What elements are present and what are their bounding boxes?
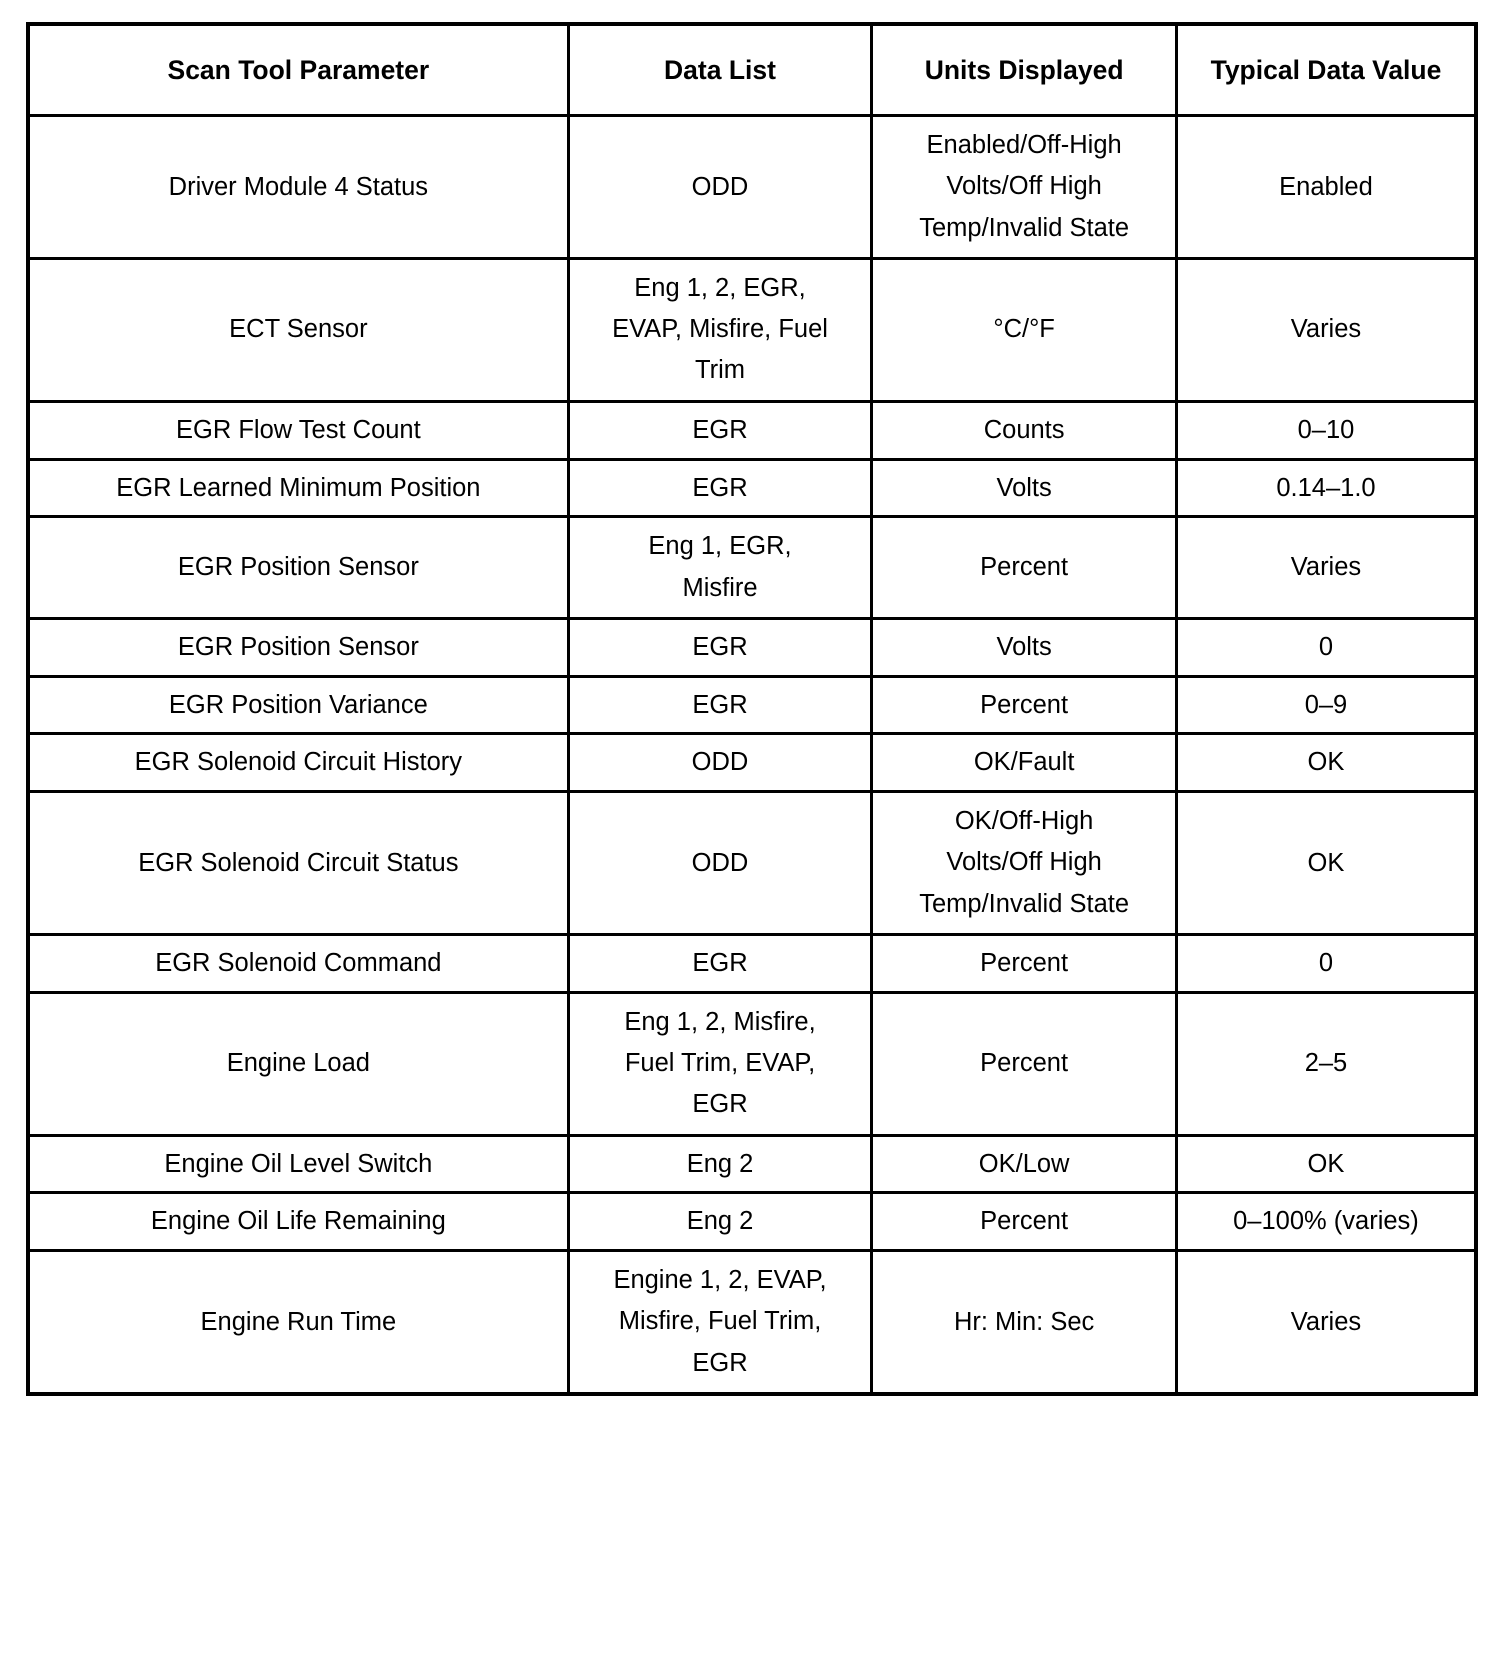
cell-units-displayed bbox=[872, 618, 1177, 676]
table-row bbox=[28, 459, 1476, 517]
cell-text: EGR Position Sensor bbox=[177, 632, 419, 661]
cell-typical-data-value bbox=[1176, 1135, 1476, 1193]
cell-data-list bbox=[568, 258, 872, 401]
cell-data-list bbox=[568, 792, 872, 935]
cell-text: Engine Load bbox=[226, 1049, 370, 1078]
cell-units-displayed bbox=[872, 676, 1177, 734]
cell-line: Misfire bbox=[682, 573, 758, 602]
cell-text: EGR bbox=[692, 949, 748, 978]
cell-units-displayed bbox=[872, 1193, 1177, 1251]
cell-line: Eng 1, EGR, bbox=[648, 532, 792, 561]
cell-text: ECT Sensor bbox=[229, 315, 368, 344]
cell-data-list bbox=[568, 618, 872, 676]
cell-text: ODD bbox=[691, 172, 749, 201]
cell-units-displayed bbox=[872, 517, 1177, 619]
cell-text: °C/°F bbox=[993, 315, 1055, 344]
cell-units-displayed bbox=[872, 401, 1177, 459]
cell-text: Counts bbox=[983, 415, 1065, 444]
table-row bbox=[28, 792, 1476, 935]
column-header-typical-data-value: Typical Data Value bbox=[1176, 24, 1476, 116]
cell-typical-data-value bbox=[1176, 935, 1476, 993]
cell-units-displayed bbox=[872, 1251, 1177, 1394]
cell-text: Percent bbox=[980, 1207, 1069, 1236]
cell-typical-data-value bbox=[1176, 992, 1476, 1135]
cell-data-list bbox=[568, 1135, 872, 1193]
column-header-data-list: Data List bbox=[568, 24, 872, 116]
cell-scan-tool-parameter bbox=[28, 1251, 568, 1394]
cell-text: OK bbox=[1307, 1149, 1345, 1178]
cell-scan-tool-parameter bbox=[28, 676, 568, 734]
cell-data-list bbox=[568, 401, 872, 459]
cell-typical-data-value bbox=[1176, 459, 1476, 517]
cell-text: OK/Fault bbox=[973, 748, 1075, 777]
cell-units-displayed bbox=[872, 459, 1177, 517]
cell-text: EGR Position Sensor bbox=[177, 553, 419, 582]
cell-data-list bbox=[568, 734, 872, 792]
cell-line: Eng 1, 2, EGR, bbox=[634, 273, 806, 302]
cell-scan-tool-parameter bbox=[28, 459, 568, 517]
cell-line: EGR bbox=[692, 1090, 748, 1119]
cell-scan-tool-parameter bbox=[28, 618, 568, 676]
cell-text: Percent bbox=[980, 690, 1069, 719]
cell-data-list bbox=[568, 676, 872, 734]
cell-text: ODD bbox=[691, 748, 749, 777]
cell-text: 0–9 bbox=[1304, 690, 1348, 719]
cell-text: Volts bbox=[996, 632, 1052, 661]
cell-units-displayed bbox=[872, 258, 1177, 401]
cell-data-list bbox=[568, 459, 872, 517]
cell-text: Engine Oil Level Switch bbox=[164, 1149, 433, 1178]
table-header-row bbox=[28, 24, 1476, 116]
table-header bbox=[28, 24, 1476, 116]
cell-units-displayed bbox=[872, 792, 1177, 935]
cell-scan-tool-parameter bbox=[28, 734, 568, 792]
cell-line: Eng 1, 2, Misfire, bbox=[624, 1007, 816, 1036]
cell-text: 0 bbox=[1318, 949, 1334, 978]
cell-scan-tool-parameter bbox=[28, 116, 568, 259]
cell-text: 0–10 bbox=[1297, 415, 1355, 444]
cell-typical-data-value bbox=[1176, 401, 1476, 459]
cell-text: 0–100% (varies) bbox=[1233, 1207, 1419, 1236]
cell-scan-tool-parameter bbox=[28, 258, 568, 401]
cell-text: EGR bbox=[692, 632, 748, 661]
table-row bbox=[28, 116, 1476, 259]
table-row bbox=[28, 401, 1476, 459]
cell-data-list bbox=[568, 517, 872, 619]
cell-text: EGR Solenoid Circuit Status bbox=[138, 848, 459, 877]
cell-text: EGR Learned Minimum Position bbox=[116, 473, 481, 502]
scan-tool-parameter-table bbox=[26, 22, 1478, 1396]
cell-text: Hr: Min: Sec bbox=[953, 1307, 1095, 1336]
cell-line: Fuel Trim, EVAP, bbox=[624, 1049, 816, 1078]
cell-scan-tool-parameter bbox=[28, 401, 568, 459]
cell-text: EGR bbox=[692, 690, 748, 719]
cell-line: EGR bbox=[692, 1348, 748, 1377]
cell-typical-data-value bbox=[1176, 676, 1476, 734]
column-header-scan-tool-parameter: Scan Tool Parameter bbox=[28, 24, 568, 116]
cell-scan-tool-parameter bbox=[28, 792, 568, 935]
table-row bbox=[28, 734, 1476, 792]
cell-units-displayed bbox=[872, 1135, 1177, 1193]
cell-text: Driver Module 4 Status bbox=[168, 172, 429, 201]
cell-text: EGR bbox=[692, 415, 748, 444]
table-row bbox=[28, 1193, 1476, 1251]
table-row bbox=[28, 258, 1476, 401]
cell-typical-data-value bbox=[1176, 618, 1476, 676]
cell-scan-tool-parameter bbox=[28, 1193, 568, 1251]
cell-text: 0.14–1.0 bbox=[1276, 473, 1376, 502]
cell-text: OK/Low bbox=[978, 1149, 1070, 1178]
cell-typical-data-value bbox=[1176, 1193, 1476, 1251]
cell-typical-data-value bbox=[1176, 1251, 1476, 1394]
cell-line: Engine 1, 2, EVAP, bbox=[613, 1266, 827, 1295]
cell-typical-data-value bbox=[1176, 517, 1476, 619]
cell-line: Volts/Off High bbox=[946, 172, 1102, 201]
cell-text: EGR bbox=[692, 473, 748, 502]
cell-data-list bbox=[568, 1193, 872, 1251]
cell-typical-data-value bbox=[1176, 258, 1476, 401]
cell-line: Enabled/Off-High bbox=[926, 131, 1122, 159]
cell-text: Percent bbox=[980, 1049, 1069, 1078]
cell-typical-data-value bbox=[1176, 116, 1476, 259]
cell-data-list bbox=[568, 935, 872, 993]
cell-text: OK bbox=[1307, 848, 1345, 877]
cell-text: Varies bbox=[1290, 553, 1362, 582]
cell-text: ODD bbox=[691, 848, 749, 877]
cell-text: Varies bbox=[1290, 315, 1362, 344]
table-row bbox=[28, 992, 1476, 1135]
cell-text: EGR Solenoid Command bbox=[155, 949, 442, 978]
cell-units-displayed bbox=[872, 992, 1177, 1135]
table-row bbox=[28, 935, 1476, 993]
cell-line: Misfire, Fuel Trim, bbox=[618, 1307, 822, 1336]
cell-line: OK/Off-High bbox=[954, 807, 1094, 836]
cell-text: Engine Oil Life Remaining bbox=[150, 1207, 446, 1236]
cell-text: EGR Flow Test Count bbox=[176, 415, 421, 444]
cell-line: Volts/Off High bbox=[946, 848, 1102, 877]
cell-line: Temp/Invalid State bbox=[919, 889, 1130, 918]
cell-line: EVAP, Misfire, Fuel bbox=[612, 315, 828, 344]
cell-scan-tool-parameter bbox=[28, 517, 568, 619]
cell-text: 0 bbox=[1318, 632, 1334, 661]
cell-scan-tool-parameter bbox=[28, 992, 568, 1135]
cell-typical-data-value bbox=[1176, 734, 1476, 792]
cell-data-list bbox=[568, 1251, 872, 1394]
cell-typical-data-value bbox=[1176, 792, 1476, 935]
table-row bbox=[28, 517, 1476, 619]
cell-text: Enabled bbox=[1279, 172, 1373, 201]
column-header-units-displayed: Units Displayed bbox=[872, 24, 1177, 116]
cell-line: Trim bbox=[694, 356, 746, 385]
cell-text: Percent bbox=[980, 553, 1069, 582]
cell-data-list bbox=[568, 116, 872, 259]
cell-units-displayed bbox=[872, 116, 1177, 259]
cell-text: 2–5 bbox=[1304, 1049, 1348, 1078]
cell-units-displayed bbox=[872, 734, 1177, 792]
cell-text: Volts bbox=[996, 473, 1052, 502]
cell-text: EGR Position Variance bbox=[168, 690, 428, 719]
cell-scan-tool-parameter bbox=[28, 935, 568, 993]
table-row bbox=[28, 618, 1476, 676]
cell-text: Eng 2 bbox=[686, 1207, 754, 1236]
cell-text: EGR Solenoid Circuit History bbox=[134, 748, 463, 777]
cell-text: Varies bbox=[1290, 1307, 1362, 1336]
cell-text: Eng 2 bbox=[686, 1149, 754, 1178]
table-row bbox=[28, 1251, 1476, 1394]
table-row bbox=[28, 676, 1476, 734]
cell-line: Temp/Invalid State bbox=[919, 213, 1130, 242]
cell-text: Percent bbox=[980, 949, 1069, 978]
cell-text: Engine Run Time bbox=[200, 1307, 397, 1336]
cell-data-list bbox=[568, 992, 872, 1135]
cell-units-displayed bbox=[872, 935, 1177, 993]
cell-text: OK bbox=[1307, 748, 1345, 777]
table-row bbox=[28, 1135, 1476, 1193]
cell-scan-tool-parameter bbox=[28, 1135, 568, 1193]
table-body bbox=[28, 116, 1476, 1395]
